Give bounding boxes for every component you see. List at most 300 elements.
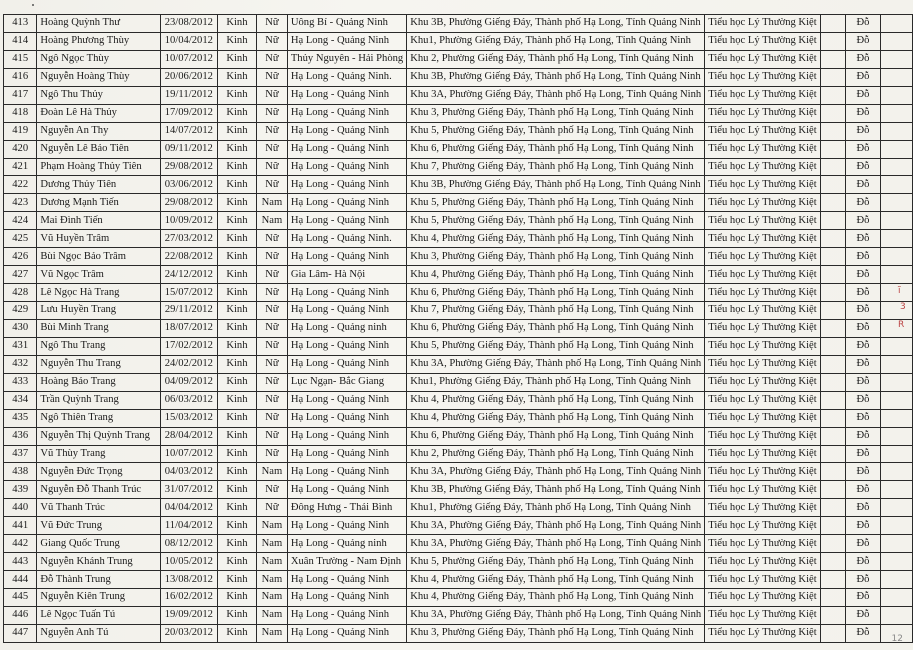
place-of-birth: Hạ Long - Quảng ninh [287,535,406,553]
date-of-birth: 11/04/2012 [160,517,217,535]
gender: Nữ [257,373,288,391]
result: Đỗ [846,15,880,33]
blank-cell [880,266,912,284]
table-row [4,86,913,104]
ethnicity: Kinh [217,15,256,33]
gender: Nữ [257,230,288,248]
gender: Nữ [257,445,288,463]
table-row [4,391,913,409]
primary-school: Tiểu học Lý Thường Kiệt [705,50,820,68]
student-name: Vũ Huyền Trâm [37,230,161,248]
date-of-birth: 08/12/2012 [160,535,217,553]
result: Đỗ [846,481,880,499]
table-row [4,68,913,86]
result: Đỗ [846,302,880,320]
place-of-birth: Hạ Long - Quảng ninh [287,319,406,337]
primary-school: Tiểu học Lý Thường Kiệt [705,248,820,266]
ethnicity: Kinh [217,517,256,535]
table-row [4,499,913,517]
result: Đỗ [846,553,880,571]
row-number: 443 [4,553,37,571]
place-of-birth: Hạ Long - Quảng Ninh [287,284,406,302]
gender: Nam [257,624,288,642]
student-name: Ngô Ngọc Thùy [37,50,161,68]
ethnicity: Kinh [217,499,256,517]
blank-cell [880,104,912,122]
date-of-birth: 20/06/2012 [160,68,217,86]
primary-school: Tiểu học Lý Thường Kiệt [705,176,820,194]
student-name: Vũ Ngọc Trâm [37,266,161,284]
result: Đỗ [846,355,880,373]
date-of-birth: 24/12/2012 [160,266,217,284]
row-number: 436 [4,427,37,445]
primary-school: Tiểu học Lý Thường Kiệt [705,427,820,445]
result: Đỗ [846,284,880,302]
result: Đỗ [846,158,880,176]
address: Khu 6, Phường Giếng Đáy, Thành phố Hạ Long, Tỉnh Quảng Ninh [407,427,705,445]
row-number: 442 [4,535,37,553]
student-name: Nguyễn Thu Trang [37,355,161,373]
blank-cell [820,194,846,212]
gender: Nữ [257,427,288,445]
date-of-birth: 29/11/2012 [160,302,217,320]
result: Đỗ [846,445,880,463]
place-of-birth: Hạ Long - Quảng Ninh [287,140,406,158]
address: Khu 7, Phường Giếng Đáy, Thành phố Hạ Long, Tỉnh Quảng Ninh [407,158,705,176]
place-of-birth: Hạ Long - Quảng Ninh [287,248,406,266]
table-row [4,535,913,553]
row-number: 428 [4,284,37,302]
blank-cell [880,319,912,337]
row-number: 423 [4,194,37,212]
place-of-birth: Hạ Long - Quảng Ninh [287,212,406,230]
address: Khu 4, Phường Giếng Đáy, Thành phố Hạ Long, Tỉnh Quảng Ninh [407,409,705,427]
primary-school: Tiểu học Lý Thường Kiệt [705,302,820,320]
date-of-birth: 13/08/2012 [160,571,217,589]
student-name: Lê Ngọc Tuấn Tú [37,606,161,624]
blank-cell [820,499,846,517]
primary-school: Tiểu học Lý Thường Kiệt [705,32,820,50]
student-name: Đoàn Lê Hà Thủy [37,104,161,122]
student-name: Hoàng Phương Thùy [37,32,161,50]
primary-school: Tiểu học Lý Thường Kiệt [705,571,820,589]
blank-cell [820,248,846,266]
place-of-birth: Xuân Trường - Nam Định [287,553,406,571]
row-number: 425 [4,230,37,248]
blank-cell [880,158,912,176]
address: Khu 3B, Phường Giếng Đáy, Thành phố Hạ Long, Tỉnh Quảng Ninh [407,15,705,33]
date-of-birth: 10/07/2012 [160,445,217,463]
place-of-birth: Lục Ngạn- Bắc Giang [287,373,406,391]
scan-dot [32,4,34,6]
address: Khu1, Phường Giếng Đáy, Thành phố Hạ Long, Tỉnh Quảng Ninh [407,373,705,391]
ethnicity: Kinh [217,391,256,409]
primary-school: Tiểu học Lý Thường Kiệt [705,517,820,535]
table-row [4,266,913,284]
date-of-birth: 29/08/2012 [160,194,217,212]
date-of-birth: 28/04/2012 [160,427,217,445]
gender: Nam [257,535,288,553]
address: Khu 6, Phường Giếng Đáy, Thành phố Hạ Long, Tỉnh Quảng Ninh [407,140,705,158]
blank-cell [880,302,912,320]
result: Đỗ [846,122,880,140]
row-number: 433 [4,373,37,391]
primary-school: Tiểu học Lý Thường Kiệt [705,104,820,122]
blank-cell [820,391,846,409]
row-number: 432 [4,355,37,373]
date-of-birth: 04/03/2012 [160,463,217,481]
primary-school: Tiểu học Lý Thường Kiệt [705,230,820,248]
blank-cell [880,122,912,140]
ethnicity: Kinh [217,624,256,642]
ethnicity: Kinh [217,158,256,176]
place-of-birth: Hạ Long - Quảng Ninh [287,391,406,409]
table-row [4,337,913,355]
ethnicity: Kinh [217,373,256,391]
ethnicity: Kinh [217,284,256,302]
student-name: Hoàng Bảo Trang [37,373,161,391]
ethnicity: Kinh [217,212,256,230]
blank-cell [880,373,912,391]
primary-school: Tiểu học Lý Thường Kiệt [705,463,820,481]
address: Khu 6, Phường Giếng Đáy, Thành phố Hạ Long, Tỉnh Quảng Ninh [407,319,705,337]
date-of-birth: 14/07/2012 [160,122,217,140]
ethnicity: Kinh [217,86,256,104]
result: Đỗ [846,194,880,212]
primary-school: Tiểu học Lý Thường Kiệt [705,624,820,642]
place-of-birth: Hạ Long - Quảng Ninh [287,409,406,427]
primary-school: Tiểu học Lý Thường Kiệt [705,589,820,607]
place-of-birth: Hạ Long - Quảng Ninh [287,122,406,140]
place-of-birth: Hạ Long - Quảng Ninh [287,589,406,607]
address: Khu 3A, Phường Giếng Đáy, Thành phố Hạ Long, Tỉnh Quảng Ninh [407,517,705,535]
result: Đỗ [846,86,880,104]
place-of-birth: Uông Bí - Quảng Ninh [287,15,406,33]
date-of-birth: 17/09/2012 [160,104,217,122]
table-row [4,284,913,302]
table-row [4,355,913,373]
result: Đỗ [846,409,880,427]
ethnicity: Kinh [217,535,256,553]
place-of-birth: Hạ Long - Quảng Ninh [287,445,406,463]
table-row [4,589,913,607]
address: Khu 5, Phường Giếng Đáy, Thành phố Hạ Long, Tỉnh Quảng Ninh [407,553,705,571]
blank-cell [820,266,846,284]
student-name: Nguyễn Thị Quỳnh Trang [37,427,161,445]
student-name: Giang Quốc Trung [37,535,161,553]
primary-school: Tiểu học Lý Thường Kiệt [705,391,820,409]
gender: Nữ [257,86,288,104]
blank-cell [880,499,912,517]
row-number: 424 [4,212,37,230]
table-row [4,481,913,499]
ethnicity: Kinh [217,140,256,158]
date-of-birth: 15/03/2012 [160,409,217,427]
primary-school: Tiểu học Lý Thường Kiệt [705,140,820,158]
table-row [4,32,913,50]
row-number: 430 [4,319,37,337]
result: Đỗ [846,104,880,122]
gender: Nữ [257,176,288,194]
blank-cell [880,589,912,607]
row-number: 444 [4,571,37,589]
row-number: 438 [4,463,37,481]
page-corner-mark: 12 [891,634,903,644]
place-of-birth: Hạ Long - Quảng Ninh [287,302,406,320]
gender: Nữ [257,302,288,320]
result: Đỗ [846,50,880,68]
blank-cell [880,68,912,86]
row-number: 426 [4,248,37,266]
blank-cell [820,463,846,481]
address: Khu 4, Phường Giếng Đáy, Thành phố Hạ Long, Tỉnh Quảng Ninh [407,571,705,589]
blank-cell [880,391,912,409]
address: Khu1, Phường Giếng Đáy, Thành phố Hạ Long, Tỉnh Quảng Ninh [407,499,705,517]
date-of-birth: 22/08/2012 [160,248,217,266]
row-number: 447 [4,624,37,642]
row-number: 421 [4,158,37,176]
row-number: 440 [4,499,37,517]
blank-cell [820,373,846,391]
blank-cell [880,517,912,535]
date-of-birth: 04/09/2012 [160,373,217,391]
student-name: Nguyễn Khánh Trung [37,553,161,571]
primary-school: Tiểu học Lý Thường Kiệt [705,68,820,86]
address: Khu 3A, Phường Giếng Đáy, Thành phố Hạ Long, Tỉnh Quảng Ninh [407,355,705,373]
ethnicity: Kinh [217,337,256,355]
place-of-birth: Thủy Nguyên - Hải Phòng [287,50,406,68]
address: Khu 2, Phường Giếng Đáy, Thành phố Hạ Long, Tỉnh Quảng Ninh [407,50,705,68]
place-of-birth: Hạ Long - Quảng Ninh [287,194,406,212]
address: Khu 6, Phường Giếng Đáy, Thành phố Hạ Long, Tỉnh Quảng Ninh [407,284,705,302]
student-name: Dương Mạnh Tiến [37,194,161,212]
result: Đỗ [846,248,880,266]
row-number: 420 [4,140,37,158]
table-row [4,373,913,391]
gender: Nữ [257,355,288,373]
gender: Nữ [257,499,288,517]
address: Khu 3A, Phường Giếng Đáy, Thành phố Hạ Long, Tỉnh Quảng Ninh [407,86,705,104]
place-of-birth: Hạ Long - Quảng Ninh [287,517,406,535]
ethnicity: Kinh [217,571,256,589]
address: Khu 5, Phường Giếng Đáy, Thành phố Hạ Long, Tỉnh Quảng Ninh [407,337,705,355]
student-name: Nguyễn An Thy [37,122,161,140]
primary-school: Tiểu học Lý Thường Kiệt [705,481,820,499]
ethnicity: Kinh [217,463,256,481]
place-of-birth: Hạ Long - Quảng Ninh [287,158,406,176]
place-of-birth: Hạ Long - Quảng Ninh [287,571,406,589]
address: Khu 3, Phường Giếng Đáy, Thành phố Hạ Long, Tỉnh Quảng Ninh [407,248,705,266]
primary-school: Tiểu học Lý Thường Kiệt [705,337,820,355]
blank-cell [880,606,912,624]
ethnicity: Kinh [217,194,256,212]
date-of-birth: 10/04/2012 [160,32,217,50]
table-row [4,158,913,176]
table-row [4,230,913,248]
row-number: 422 [4,176,37,194]
student-name: Nguyễn Hoàng Thùy [37,68,161,86]
student-name: Đỗ Thành Trung [37,571,161,589]
table-row [4,194,913,212]
blank-cell [820,158,846,176]
blank-cell [820,481,846,499]
row-number: 434 [4,391,37,409]
student-name: Vũ Thanh Trúc [37,499,161,517]
date-of-birth: 29/08/2012 [160,158,217,176]
table-row [4,445,913,463]
place-of-birth: Hạ Long - Quảng Ninh [287,86,406,104]
row-number: 413 [4,15,37,33]
blank-cell [880,445,912,463]
table-row [4,104,913,122]
date-of-birth: 19/11/2012 [160,86,217,104]
student-name: Dương Thủy Tiên [37,176,161,194]
blank-cell [880,571,912,589]
gender: Nữ [257,481,288,499]
blank-cell [820,517,846,535]
student-name: Ngô Thu Thủy [37,86,161,104]
ethnicity: Kinh [217,409,256,427]
primary-school: Tiểu học Lý Thường Kiệt [705,15,820,33]
student-name: Lê Ngọc Hà Trang [37,284,161,302]
ethnicity: Kinh [217,32,256,50]
ethnicity: Kinh [217,553,256,571]
date-of-birth: 24/02/2012 [160,355,217,373]
result: Đỗ [846,373,880,391]
ethnicity: Kinh [217,266,256,284]
address: Khu 3A, Phường Giếng Đáy, Thành phố Hạ Long, Tỉnh Quảng Ninh [407,463,705,481]
address: Khu 4, Phường Giếng Đáy, Thành phố Hạ Long, Tỉnh Quảng Ninh [407,230,705,248]
result: Đỗ [846,68,880,86]
result: Đỗ [846,517,880,535]
address: Khu 3A, Phường Giếng Đáy, Thành phố Hạ Long, Tỉnh Quảng Ninh [407,606,705,624]
table-row [4,302,913,320]
ethnicity: Kinh [217,104,256,122]
address: Khu 4, Phường Giếng Đáy, Thành phố Hạ Long, Tỉnh Quảng Ninh [407,391,705,409]
table-row [4,606,913,624]
gender: Nữ [257,50,288,68]
address: Khu 7, Phường Giếng Đáy, Thành phố Hạ Long, Tỉnh Quảng Ninh [407,302,705,320]
primary-school: Tiểu học Lý Thường Kiệt [705,445,820,463]
primary-school: Tiểu học Lý Thường Kiệt [705,212,820,230]
student-name: Nguyễn Đỗ Thanh Trúc [37,481,161,499]
blank-cell [880,481,912,499]
row-number: 439 [4,481,37,499]
row-number: 437 [4,445,37,463]
primary-school: Tiểu học Lý Thường Kiệt [705,122,820,140]
result: Đỗ [846,319,880,337]
result: Đỗ [846,499,880,517]
student-name: Nguyễn Kiên Trung [37,589,161,607]
blank-cell [820,104,846,122]
place-of-birth: Hạ Long - Quảng Ninh [287,104,406,122]
table-row [4,571,913,589]
row-number: 435 [4,409,37,427]
row-number: 419 [4,122,37,140]
gender: Nữ [257,15,288,33]
table-row [4,122,913,140]
blank-cell [820,606,846,624]
address: Khu 4, Phường Giếng Đáy, Thành phố Hạ Long, Tỉnh Quảng Ninh [407,589,705,607]
blank-cell [820,284,846,302]
ethnicity: Kinh [217,50,256,68]
primary-school: Tiểu học Lý Thường Kiệt [705,284,820,302]
blank-cell [820,589,846,607]
student-name: Vũ Thùy Trang [37,445,161,463]
address: Khu 3, Phường Giếng Đáy, Thành phố Hạ Long, Tỉnh Quảng Ninh [407,104,705,122]
row-number: 446 [4,606,37,624]
result: Đỗ [846,140,880,158]
blank-cell [880,86,912,104]
student-name: Nguyễn Lê Bảo Tiên [37,140,161,158]
blank-cell [880,427,912,445]
address: Khu1, Phường Giếng Đáy, Thành phố Hạ Long, Tỉnh Quảng Ninh [407,32,705,50]
blank-cell [820,176,846,194]
address: Khu 3A, Phường Giếng Đáy, Thành phố Hạ Long, Tỉnh Quảng Ninh [407,535,705,553]
blank-cell [820,230,846,248]
blank-cell [820,302,846,320]
margin-note: ĩ [898,286,901,296]
gender: Nữ [257,319,288,337]
ethnicity: Kinh [217,230,256,248]
blank-cell [820,427,846,445]
place-of-birth: Hạ Long - Quảng Ninh [287,463,406,481]
result: Đỗ [846,535,880,553]
date-of-birth: 06/03/2012 [160,391,217,409]
address: Khu 4, Phường Giếng Đáy, Thành phố Hạ Long, Tỉnh Quảng Ninh [407,266,705,284]
primary-school: Tiểu học Lý Thường Kiệt [705,606,820,624]
gender: Nữ [257,266,288,284]
blank-cell [820,535,846,553]
place-of-birth: Gia Lâm- Hà Nội [287,266,406,284]
gender: Nữ [257,140,288,158]
date-of-birth: 18/07/2012 [160,319,217,337]
table-row [4,553,913,571]
blank-cell [880,176,912,194]
blank-cell [820,319,846,337]
row-number: 429 [4,302,37,320]
student-name: Phạm Hoàng Thủy Tiên [37,158,161,176]
row-number: 445 [4,589,37,607]
blank-cell [820,15,846,33]
blank-cell [880,32,912,50]
blank-cell [880,248,912,266]
primary-school: Tiểu học Lý Thường Kiệt [705,535,820,553]
date-of-birth: 10/09/2012 [160,212,217,230]
table-row [4,427,913,445]
table-row [4,212,913,230]
result: Đỗ [846,624,880,642]
blank-cell [820,409,846,427]
student-name: Trần Quỳnh Trang [37,391,161,409]
blank-cell [880,15,912,33]
date-of-birth: 19/09/2012 [160,606,217,624]
gender: Nam [257,517,288,535]
date-of-birth: 31/07/2012 [160,481,217,499]
gender: Nam [257,212,288,230]
place-of-birth: Hạ Long - Quảng Ninh. [287,68,406,86]
result: Đỗ [846,606,880,624]
blank-cell [880,337,912,355]
blank-cell [880,463,912,481]
ethnicity: Kinh [217,68,256,86]
place-of-birth: Hạ Long - Quảng Ninh [287,606,406,624]
gender: Nữ [257,337,288,355]
gender: Nam [257,571,288,589]
place-of-birth: Hạ Long - Quảng Ninh [287,355,406,373]
student-name: Ngô Thiên Trang [37,409,161,427]
student-name: Vũ Đức Trung [37,517,161,535]
